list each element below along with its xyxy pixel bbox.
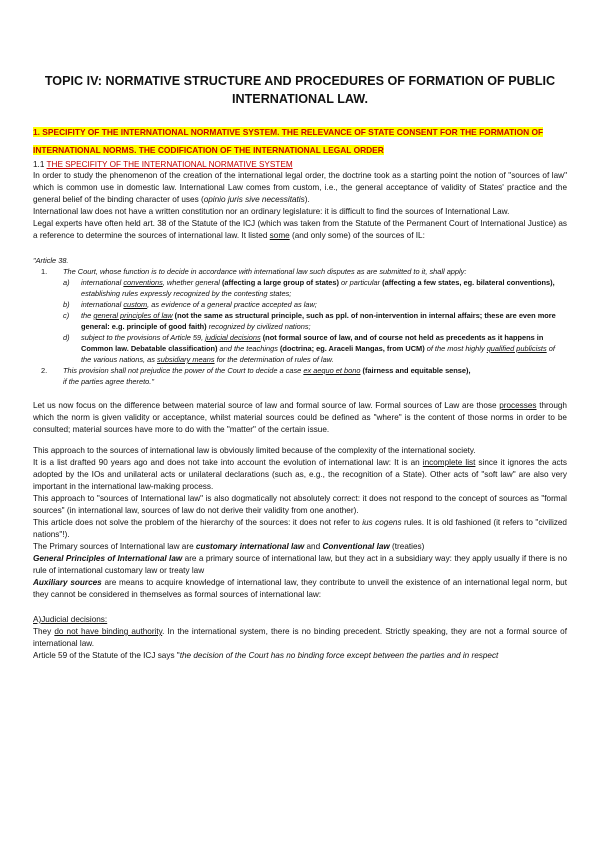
quote-item-b: b) international custom, as evidence of a general practice accepted as law;: [63, 300, 317, 309]
paragraph-primary-sources: The Primary sources of International law are customary international law and Conventional law (treaties): [33, 542, 425, 551]
paragraph-general-principles: General Principles of International law are a primary source of international law, but they act in a subsidiary way: they apply usually if there is no rule of international customary law or treaty law: [33, 554, 567, 575]
paragraph-approach-limited: This approach to the sources of international law is obviously limited because of the complexity of the international society.: [33, 446, 476, 455]
paragraph-article-59: Article 59 of the Statute of the ICJ says "the decision of the Court has no binding force except between the parties and in respect: [33, 651, 499, 660]
paragraph-dogmatic: This approach to "sources of International law" is also dogmatically not absolutely correct: it does not respond to the concept of sources as "formal sources" (in international law, sources of law do not derive their validity from one another).: [33, 494, 567, 515]
quote-item-1: 1. The Court, whose function is to decide in accordance with international law such disputes as are submitted to it, shall apply:: [41, 267, 467, 276]
quote-item-a: a) international conventions, whether general (affecting a large group of states) or particular (affecting a few states, eg. bilateral conventions), establishing rules expressly recognized by the contesting states;: [63, 278, 555, 298]
paragraph-auxiliary-sources: Auxiliary sources are means to acquire knowledge of international law, they contribute to unveil the existence of an international legal norm, but they cannot be considered in themselves as formal sources of international law:: [33, 578, 567, 599]
paragraph-material-formal: Let us now focus on the difference between material source of law and formal source of law. Formal sources of Law are those processes through which the norm is given validity or acceptance, whilst material sources could be defined as "where" is the content of those norms in order to be consulted; material sources have more to do with the "matter" of the certain issue.: [33, 401, 567, 434]
subsection-heading: 1.1 THE SPECIFITY OF THE INTERNATIONAL NORMATIVE SYSTEM: [33, 160, 293, 169]
document-title: TOPIC IV: NORMATIVE STRUCTURE AND PROCEDURES OF FORMATION OF PUBLIC INTERNATIONAL LAW.: [44, 74, 556, 106]
article-38-quote: [33, 255, 567, 387]
judicial-decisions-heading: A)Judicial decisions:: [33, 615, 108, 624]
paragraph-incomplete-list: It is a list drafted 90 years ago and does not take into account the evolution of international law: It is an incomplete list since it ignores the acts adopted by the IOs and unilateral acts or unilateral declarations (such as, e.g., the recognition of a State). Other acts of "soft law" are also very important in the international law-making process.: [33, 458, 567, 491]
paragraph-no-constitution: International law does not have a written constitution nor an ordinary legislature: it is difficult to find the sources of International Law.: [33, 207, 510, 216]
section-1-heading: [33, 122, 567, 158]
paragraph-hierarchy: This article does not solve the problem of the hierarchy of the sources: it does not refer to ius cogens rules. It is old fashioned (it refers to "civilized nations"!).: [33, 518, 567, 539]
paragraph-article-38: Legal experts have often held art. 38 of the Statute of the ICJ (which was taken from the Statute of the Permanent Court of International Justice) as a reference to determine the sources of international law. It listed some (and only some) of the sources of IL:: [33, 219, 567, 240]
subsection-title: THE SPECIFITY OF THE INTERNATIONAL NORMATIVE SYSTEM: [46, 160, 293, 169]
paragraph-sources-intro: In order to study the phenomenon of the creation of the international legal order, the doctrine took as a starting point the notion of "sources of law" which is common use in domestic law. International Law comes from custom, i.e., the general acceptance of validity of States' practice and the general belief of the binding character of uses (opinio juris sive necessitatis).: [33, 171, 567, 204]
quote-item-2: 2. This provision shall not prejudice the power of the Court to decide a case ex aequo et bono (fairness and equitable sense), if the parties agree thereto.": [41, 366, 471, 386]
paragraph-binding-authority: They do not have binding authority. In the international system, there is no binding precedent. Strictly speaking, they are not a formal source of international law.: [33, 627, 568, 648]
quote-item-c: c) the general principles of law (not the same as structural principle, such as ppl. of non-intervention in internal affairs; these are even more general: e.g. principle of good faith) recognized by civilized nations;: [63, 311, 556, 331]
quote-item-d: d) subject to the provisions of Article 59, judicial decisions (not formal source of law, and of course not held as precedents as it happens in Common law. Debatable classification) and the teachings (doctrina; eg. Araceli Mangas, from UCM) of the most highly qualified publicists of the various nations, as subsidiary means for the determination of rules of law.: [63, 333, 555, 364]
section-1-heading-text: 1. SPECIFITY OF THE INTERNATIONAL NORMATIVE SYSTEM. THE RELEVANCE OF STATE CONSENT FOR THE FORMATION OF INTERNATIONAL NORMS. THE CODIFICATION OF THE INTERNATIONAL LEGAL ORDER: [33, 127, 544, 155]
quote-heading: "Article 38.: [33, 256, 69, 265]
document-page: [33, 72, 567, 662]
